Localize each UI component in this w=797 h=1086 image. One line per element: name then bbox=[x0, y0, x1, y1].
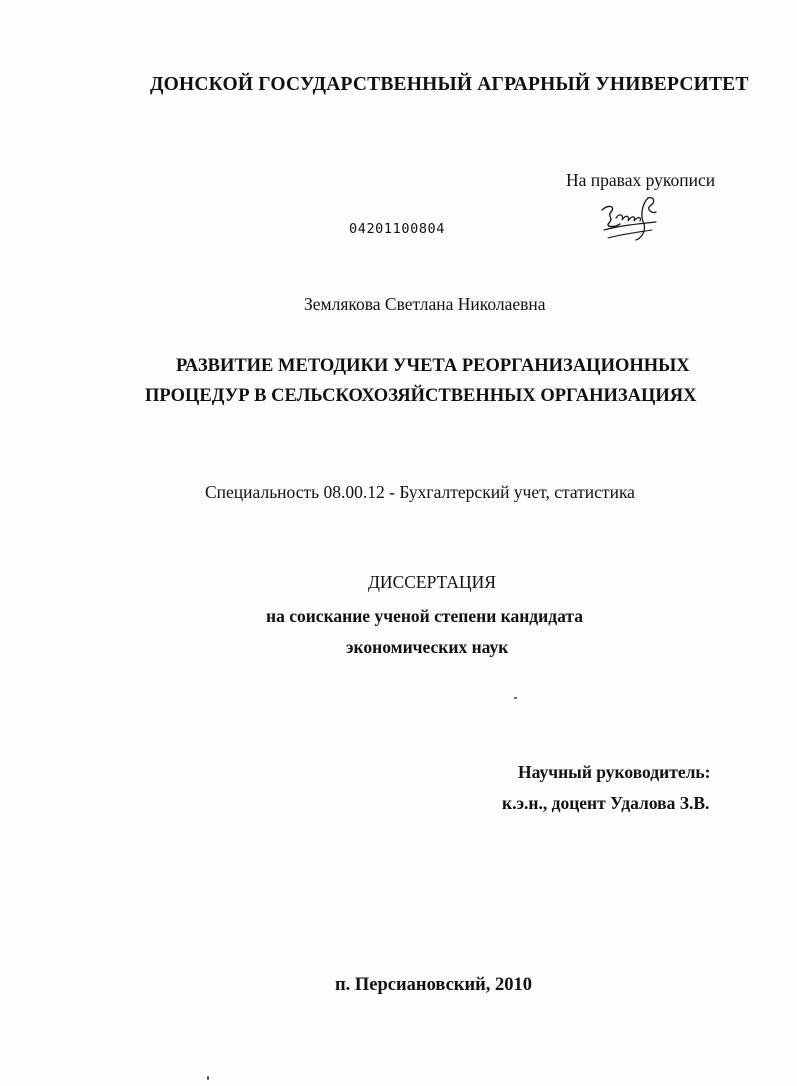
signature-image bbox=[596, 194, 668, 244]
scan-speck bbox=[207, 1076, 209, 1080]
advisor-name: к.э.н., доцент Удалова З.В. bbox=[502, 793, 710, 813]
advisor-label: Научный руководитель: bbox=[518, 762, 711, 782]
author-name: Землякова Светлана Николаевна bbox=[304, 294, 546, 314]
city-year: п. Персиановский, 2010 bbox=[335, 975, 533, 995]
university-name: ДОНСКОЙ ГОСУДАРСТВЕННЫЙ АГРАРНЫЙ УНИВЕРСИТЕТ bbox=[150, 74, 749, 95]
degree-line-2: экономических наук bbox=[346, 637, 509, 657]
degree-line-1: на соискание ученой степени кандидата bbox=[266, 606, 583, 626]
manuscript-rights-note: На правах рукописи bbox=[566, 170, 716, 190]
dissertation-title-line-1: РАЗВИТИЕ МЕТОДИКИ УЧЕТА РЕОРГАНИЗАЦИОННЫХ bbox=[176, 356, 690, 376]
dissertation-title-line-2: ПРОЦЕДУР В СЕЛЬСКОХОЗЯЙСТВЕННЫХ ОРГАНИЗАЦИЯХ bbox=[145, 386, 697, 406]
registration-code: 04201100804 bbox=[349, 221, 446, 237]
work-type-label: ДИССЕРТАЦИЯ bbox=[368, 572, 496, 592]
specialty-line: Специальность 08.00.12 - Бухгалтерский учет, статистика bbox=[205, 482, 635, 502]
scan-speck bbox=[514, 697, 517, 699]
